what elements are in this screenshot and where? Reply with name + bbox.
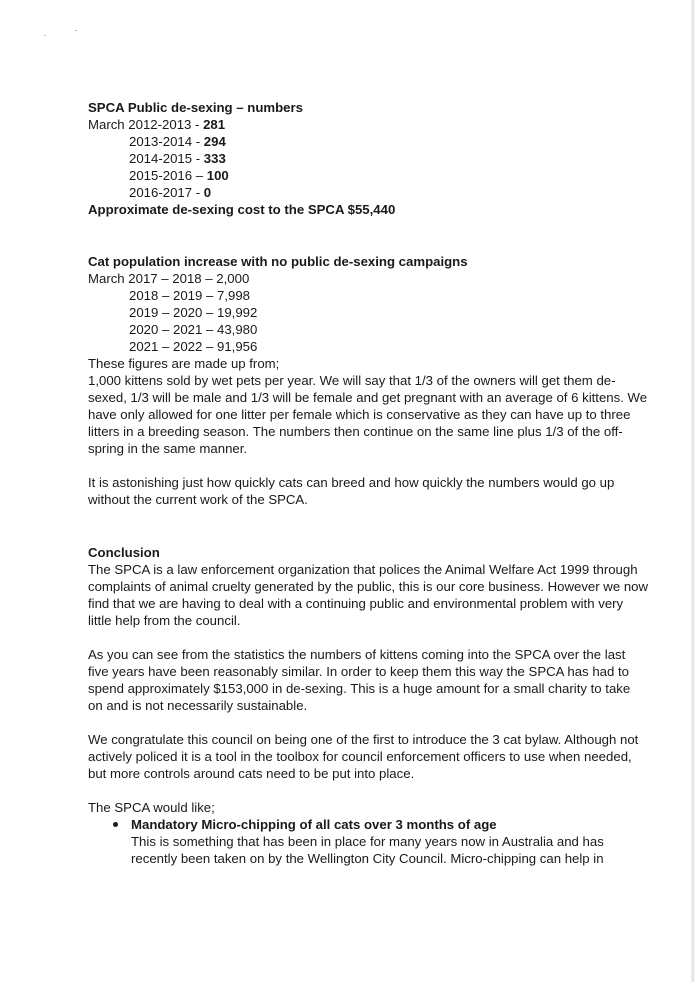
- desexing-count: 100: [206, 168, 229, 183]
- conclusion-paragraph: The SPCA is a law enforcement organization that polices the Animal Welfare Act 1999 through complaints of animal cruelty generated by the public, this is our core business. However we now find that we are having to deal with a continuing public and environmental problem with very little help from the council.: [88, 562, 649, 628]
- desexing-year: 2016-2017 -: [129, 185, 204, 200]
- desexing-row: [88, 150, 648, 167]
- population-row: 2019 – 2020 – 19,992: [129, 305, 258, 320]
- scan-speck: [75, 30, 77, 31]
- would-like-intro: The SPCA would like;: [88, 800, 215, 815]
- figures-intro: These figures are made up from;: [88, 356, 280, 371]
- desexing-count: 294: [203, 134, 226, 149]
- desexing-year: March 2012-2013 -: [88, 117, 204, 132]
- desexing-year: 2015-2016 –: [129, 168, 207, 183]
- population-row: 2020 – 2021 – 43,980: [129, 322, 258, 337]
- population-row: March 2017 – 2018 – 2,000: [88, 271, 250, 286]
- bullet-body: This is something that has been in place for many years now in Australia and has recently been taken on by the Wellington City Council. Micro-chipping can help in: [131, 834, 604, 866]
- desexing-row: [88, 116, 648, 133]
- population-row: 2018 – 2019 – 7,998: [129, 288, 250, 303]
- document-body: [88, 99, 648, 867]
- desexing-year: 2014-2015 -: [129, 151, 204, 166]
- desexing-cost: Approximate de-sexing cost to the SPCA $55,440: [88, 202, 396, 217]
- desexing-count: 333: [203, 151, 226, 166]
- population-row: 2021 – 2022 – 91,956: [129, 339, 258, 354]
- desexing-count: 281: [203, 117, 226, 132]
- conclusion-heading: Conclusion: [88, 545, 160, 560]
- section1-heading: SPCA Public de-sexing – numbers: [88, 100, 303, 115]
- astonishing-paragraph: It is astonishing just how quickly cats can breed and how quickly the numbers would go up without the current work of the SPCA.: [88, 475, 615, 507]
- desexing-year: 2013-2014 -: [129, 134, 204, 149]
- bylaw-paragraph: We congratulate this council on being one of the first to introduce the 3 cat bylaw. Although not actively policed it is a tool in the toolbox for council enforcement officers to use when needed, but more controls around cats need to be put into place.: [88, 732, 639, 781]
- list-item: [88, 816, 648, 867]
- figures-explanation: 1,000 kittens sold by wet pets per year. We will say that 1/3 of the owners will get them de-sexed, 1/3 will be male and 1/3 will be female and get pregnant with an average of 6 kittens. We have only allowed for one litter per female which is conservative as they can have up to three litters in a breeding season. The numbers then continue on the same line plus 1/3 of the off-spring in the same manner.: [88, 373, 648, 456]
- bullet-icon: [113, 822, 118, 827]
- section2-heading: Cat population increase with no public de-sexing campaigns: [88, 254, 468, 269]
- scan-speck: [44, 35, 46, 36]
- desexing-row: [88, 133, 648, 150]
- statistics-paragraph: As you can see from the statistics the numbers of kittens coming into the SPCA over the last five years have been reasonably similar. In order to keep them this way the SPCA has had to spend approximately $153,000 in de-sexing. This is a huge amount for a small charity to take on and is not necessarily sustainable.: [88, 647, 631, 713]
- desexing-row: [88, 184, 648, 201]
- desexing-count: 0: [203, 185, 212, 200]
- desexing-row: [88, 167, 648, 184]
- bullet-title: Mandatory Micro-chipping of all cats over 3 months of age: [131, 817, 497, 832]
